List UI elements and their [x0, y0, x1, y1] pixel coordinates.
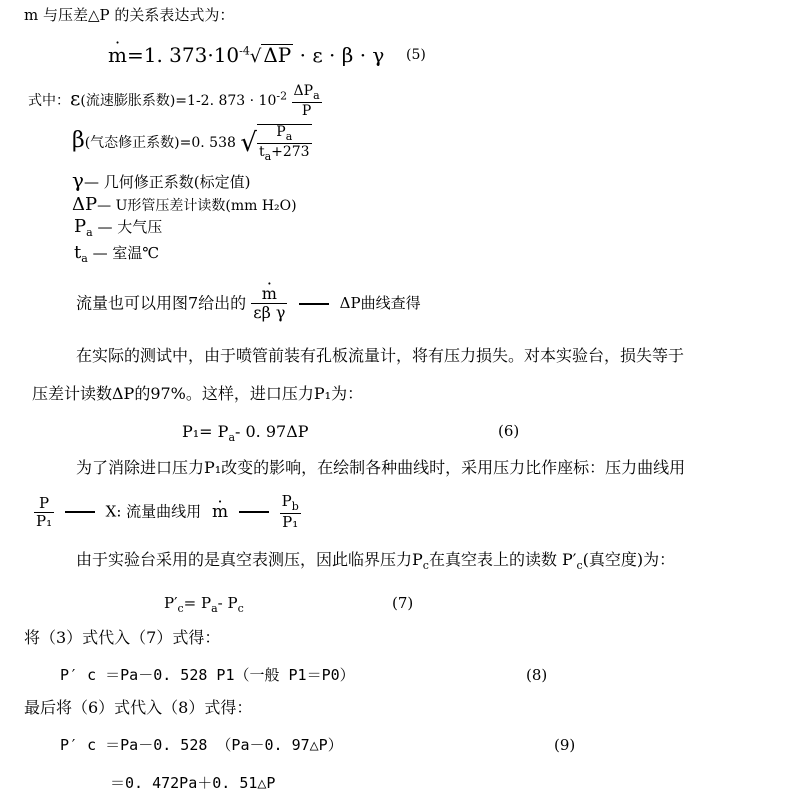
- paragraph-3: [76, 552, 675, 571]
- eq7-lhs-sub: c: [177, 602, 184, 615]
- ratio-num2-sub: b: [291, 500, 299, 513]
- epsilon-symbol: ε: [70, 85, 81, 110]
- epsilon-value: 1-2. 873 · 10: [187, 92, 277, 109]
- ratio-mdot: · m: [212, 504, 228, 521]
- beta-label: (气态修正系数)=: [84, 134, 192, 151]
- beta-frac-den-tail: +273: [271, 143, 310, 160]
- para3-sub-1: c: [422, 559, 429, 573]
- ratio-num1: P: [34, 496, 54, 513]
- ratio-den2: P₁: [282, 513, 299, 531]
- epsilon-frac-num-sub: a: [313, 88, 320, 102]
- beta-definition: β(气态修正系数)=0. 538 √ $\frac{P_a}{t_a+273}$: [72, 124, 310, 163]
- ratio-dash-1: [65, 511, 95, 513]
- gamma-text: — 几何修正系数(标定值): [83, 173, 251, 191]
- eq7-rhs-1: = P: [183, 594, 212, 612]
- flow-frac-den: εβ γ: [253, 303, 286, 322]
- substitution-3: 将（3）式代入（7）式得：: [24, 628, 221, 647]
- eq7-rhs-2: - P: [217, 594, 238, 612]
- eq5-radicand: ΔP: [263, 43, 292, 67]
- pressure-ratio-fraction: [34, 493, 54, 530]
- mdot-symbol: · m: [108, 45, 127, 65]
- flow-post: ΔP曲线查得: [339, 294, 421, 312]
- flow-dash: [299, 303, 329, 305]
- deltap-definition: [72, 196, 297, 214]
- eq5-coef: =1. 373·10: [126, 43, 240, 67]
- equation-8: P′ c ＝Pa－0. 528 P1（一般 P1＝P0）: [60, 666, 355, 684]
- para3-sub-2: c: [576, 559, 583, 573]
- pb-ratio-fraction: [280, 494, 301, 530]
- gamma-symbol: γ: [72, 168, 84, 192]
- beta-frac-den: t: [258, 143, 265, 160]
- paragraph-1-line-1: 在实际的测试中，由于喷管前装有孔板流量计，将有压力损失。对本实验台，损失等于: [76, 346, 685, 365]
- ratio-num2: P: [281, 492, 292, 510]
- pa-sub: a: [86, 226, 93, 239]
- eq6-lhs: P₁= P: [182, 422, 229, 441]
- beta-symbol: β: [72, 127, 85, 153]
- eq7-number: (7): [392, 594, 414, 612]
- beta-fraction: [257, 124, 312, 162]
- equation-5: · m=1. $373\cdot 10^{-4}√$ ΔP · ε · β · γ: [108, 44, 384, 66]
- epsilon-exp: -2: [276, 89, 288, 103]
- intro-line: m 与压差△P 的关系表达式为：: [24, 6, 235, 24]
- pa-symbol: P: [74, 216, 87, 237]
- paragraph-1-line-2: 压差计读数ΔP的97%。这样，进口压力P₁为：: [32, 384, 364, 403]
- ta-sub: a: [81, 252, 88, 265]
- eq9-number: (9): [554, 736, 576, 754]
- beta-frac-den-sub: a: [264, 149, 272, 163]
- para3-text-2: 在真空表上的读数 P′: [428, 550, 577, 569]
- deltap-text: — U形管压差计读数(mm H₂O): [97, 198, 297, 214]
- flow-frac-num: · m: [262, 286, 277, 302]
- epsilon-label: (流速膨胀系数)=: [80, 92, 188, 109]
- eq6-rhs: - 0. 97ΔP: [235, 422, 309, 441]
- eq5-number: (5): [406, 47, 426, 63]
- eq5-exp: -4: [239, 44, 250, 58]
- beta-value: 0. 538: [191, 134, 236, 151]
- epsilon-definition: [28, 84, 322, 118]
- eq7-sub-a: a: [211, 602, 218, 615]
- deltap-symbol: ΔP: [72, 194, 98, 215]
- epsilon-frac-den: P: [301, 102, 312, 119]
- ratio-dash-2: [239, 511, 269, 513]
- equation-7: [164, 596, 244, 614]
- equation-9: P′ c ＝Pa－0. 528 （Pa－0. 97△P）: [60, 736, 343, 754]
- ratio-line: [34, 494, 301, 530]
- ratio-den1: P₁: [36, 511, 53, 530]
- gamma-definition: [72, 170, 250, 190]
- eq6-number: (6): [498, 422, 520, 440]
- eq7-lhs: P′: [164, 594, 178, 612]
- substitution-6: 最后将（6）式代入（8）式得：: [24, 698, 253, 717]
- epsilon-fraction: [292, 84, 322, 118]
- pa-definition: [74, 218, 162, 238]
- pa-text: — 大气压: [92, 218, 163, 236]
- ratio-mid-text: X: 流量曲线用: [105, 502, 202, 521]
- eq8-number: (8): [526, 666, 548, 684]
- flow-pre: 流量也可以用图7给出的: [76, 293, 247, 313]
- eq5-factors: · ε · β · γ: [299, 43, 385, 67]
- where-prefix: 式中：: [28, 92, 70, 109]
- para3-text-3: (真空度)为：: [582, 550, 676, 569]
- beta-frac-num: P: [276, 124, 286, 140]
- eq6-sub: a: [228, 431, 235, 445]
- flow-curve-line: [76, 286, 421, 321]
- flow-fraction: [251, 286, 287, 321]
- equation-6: [182, 424, 309, 443]
- ta-definition: [74, 244, 159, 264]
- paragraph-2: 为了消除进口压力P₁改变的影响，在绘制各种曲线时，采用压力比作座标：压力曲线用: [76, 458, 686, 477]
- equation-10: ＝0. 472Pa＋0. 51△P: [110, 774, 276, 792]
- ta-symbol: t: [74, 242, 82, 263]
- ta-text: — 室温℃: [87, 244, 160, 262]
- beta-frac-num-sub: a: [285, 129, 293, 143]
- para3-text-1: 由于实验台采用的是真空表测压，因此临界压力P: [76, 550, 423, 569]
- epsilon-frac-num: ΔP: [293, 83, 314, 99]
- eq7-sub-c: c: [237, 602, 244, 615]
